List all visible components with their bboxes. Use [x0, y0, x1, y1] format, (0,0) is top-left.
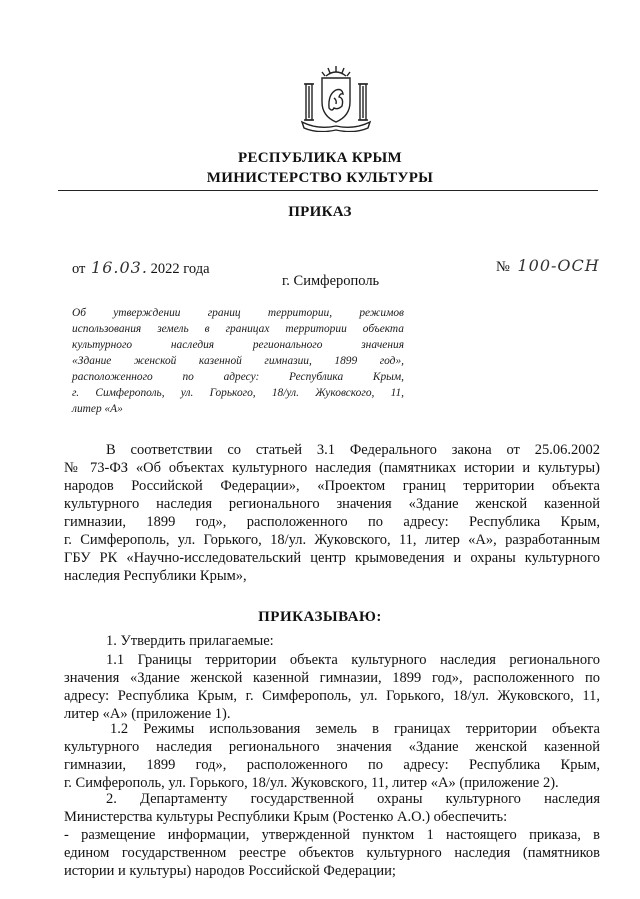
item-2-bullet-line: - размещение информации, утвержденной пунктом 1 настоящего приказа, в — [64, 827, 600, 843]
preamble-line: г. Симферополь, ул. Горького, 18/ул. Жуковского, 11, литер «А», разработанным — [64, 532, 600, 548]
subject-line: культурного наследия регионального значения — [72, 339, 404, 351]
subject-line: г. Симферополь, ул. Горького, 18/ул. Жуковского, 11, — [72, 387, 404, 399]
preamble-line: В соответствии со статьей 3.1 Федерального закона от 25.06.2002 — [106, 442, 600, 458]
preamble — [64, 441, 600, 585]
item-2-bullet-line: истории и культуры) народов Российской Федерации; — [64, 863, 396, 879]
preamble-line: наследия Республики Крым», — [64, 568, 247, 584]
republic-title: РЕСПУБЛИКА КРЫМ — [238, 150, 402, 166]
subject-line: литер «А» — [72, 403, 123, 415]
item-1-title — [64, 632, 600, 650]
ministry-title: МИНИСТЕРСТВО КУЛЬТУРЫ — [206, 170, 434, 186]
preamble-line: ГБУ РК «Научно-исследовательский центр крымоведения и охраны культурного — [64, 550, 600, 566]
number-prefix: № — [496, 259, 510, 275]
preamble-line: № 73-ФЗ «Об объектах культурного наследия (памятниках истории и культуры) — [64, 460, 600, 476]
header-divider — [58, 190, 598, 191]
item-1-1 — [64, 651, 600, 723]
subject-line: «Здание женской казенной гимназии, 1899 год», — [72, 355, 404, 367]
item-1-2-line: г. Симферополь, ул. Горького, 18/ул. Жуковского, 11, литер «А» (приложение 2). — [64, 775, 559, 791]
date-line — [72, 258, 210, 278]
date-prefix: от — [72, 261, 86, 277]
item-2-bullet-line: едином государственном реестре объектов культурного наследия (памятников — [64, 845, 600, 861]
item-2-bullet — [64, 826, 600, 880]
preamble-line: культурного наследия регионального значения «Здание женской казенной — [64, 496, 600, 512]
handwritten-date: 16.03. — [91, 258, 148, 277]
item-1-1-line: значения «Здание женской казенной гимназии, 1899 год», расположенного по — [64, 670, 600, 686]
item-1-title-text: 1. Утвердить прилагаемые: — [106, 633, 274, 649]
order-subject — [72, 305, 404, 417]
city: г. Симферополь — [282, 273, 380, 289]
subject-line: Об утверждении границ территории, режимов — [72, 307, 404, 319]
item-2-line: 2. Департаменту государственной охраны культурного наследия — [106, 791, 600, 807]
handwritten-number: 100-ОСН — [517, 256, 600, 275]
item-1-1-line: литер «А» (приложение 1). — [64, 706, 231, 722]
item-1-2-line: 1.2 Режимы использования земель в границах территории объекта — [110, 721, 600, 737]
preamble-line: гимназии, 1899 год», расположенного по адресу: Республика Крым, — [64, 514, 600, 530]
preamble-line: народов Российской Федерации», «Проектом границ территории объекта — [64, 478, 600, 494]
item-1-1-line: адресу: Республика Крым, г. Симферополь, ул. Горького, 18/ул. Жуковского, 11, — [64, 688, 600, 704]
subject-line: использования земель в границах территории объекта — [72, 323, 404, 335]
item-2 — [64, 790, 600, 826]
date-year: 2022 года — [150, 261, 210, 277]
order-word: ПРИКАЗЫВАЮ: — [258, 609, 382, 625]
crimea-coat-of-arms-icon — [298, 62, 374, 132]
document-type: ПРИКАЗ — [288, 204, 352, 220]
number-line — [496, 256, 600, 276]
item-1-2-line: гимназии, 1899 год», расположенного по адресу: Республика Крым, — [64, 757, 600, 773]
subject-line: расположенного по адресу: Республика Крым, — [72, 371, 404, 383]
item-1-2 — [64, 720, 600, 792]
item-2-line: Министерства культуры Республики Крым (Ростенко А.О.) обеспечить: — [64, 809, 508, 825]
item-1-1-line: 1.1 Границы территории объекта культурного наследия регионального — [106, 652, 600, 668]
item-1-2-line: культурного наследия регионального значения «Здание женской казенной — [64, 739, 600, 755]
